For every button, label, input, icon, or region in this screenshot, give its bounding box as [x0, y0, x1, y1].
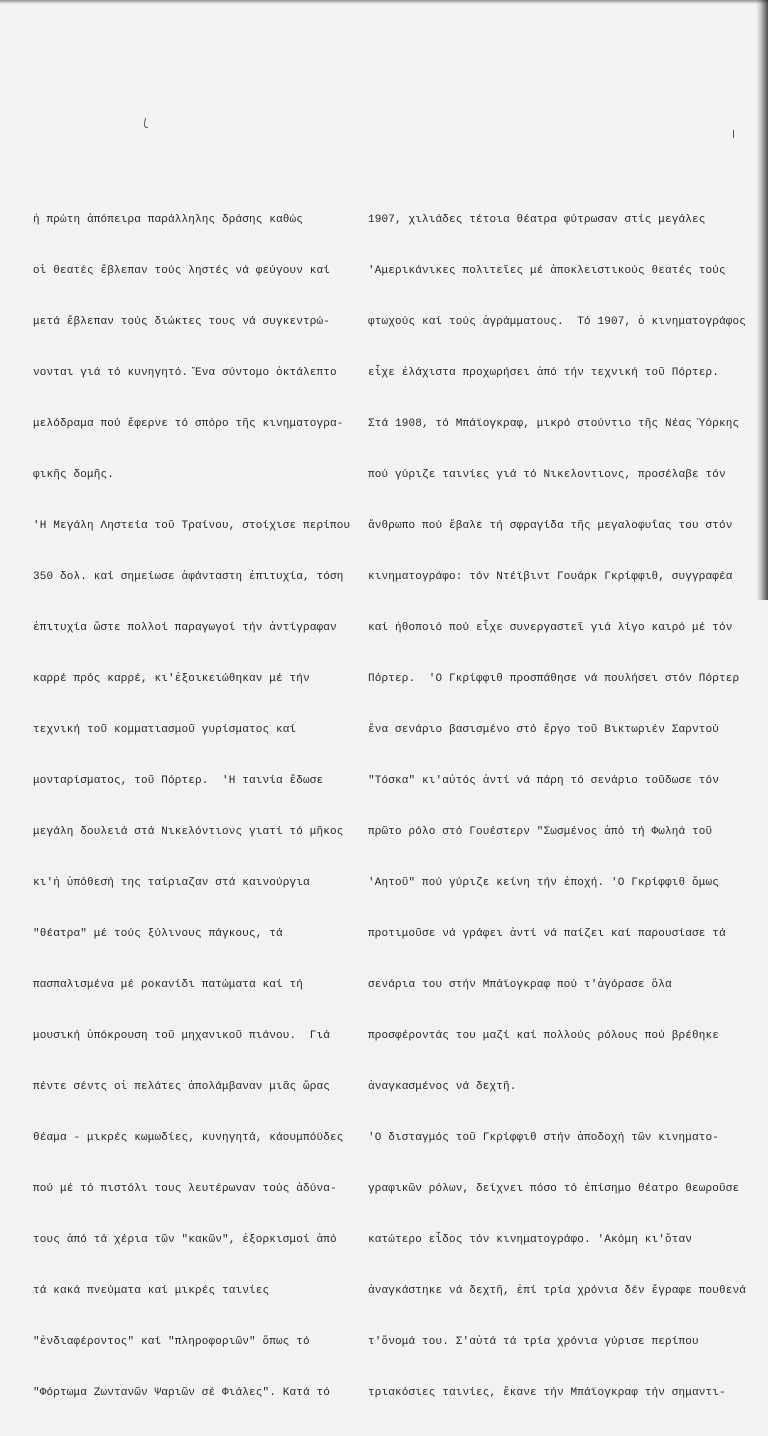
text-line: 'Η Μεγάλη Ληστεία τοῦ Τραίνου, στοίχισε περίπου	[33, 520, 351, 532]
text-line: φτωχούς καί τούς ἀγράμματους. Τό 1907, ὁ κινηματογράφος	[368, 316, 747, 328]
text-line: νονται γιά τό κυνηγητό. Ἕνα σύντομο ὀκτάλεπτο	[33, 367, 337, 379]
text-line: πρῶτο ρόλο στό Γουέστερν "Σωσμένος ἀπό τή Φωληά τοῦ	[368, 826, 713, 838]
text-line: καρρέ πρός καρρέ, κι'ἐξοικειώθηκαν μέ τήν	[33, 673, 310, 685]
text-line: τ'ὄνομά του. Σ'αὐτά τά τρία χρόνια γύρισε περίπου	[368, 1336, 699, 1348]
text-line: ἡ πρώτη ἀπόπειρα παράλληλης δράσης καθώς	[33, 214, 304, 226]
text-line: 'Αητοῦ" πού γύριζε κείνη τήν ἐποχή. 'Ο Γκρίφφιθ ὅμως	[368, 877, 720, 889]
text-line: φικῆς δομῆς.	[33, 469, 115, 481]
left-text-column	[33, 178, 351, 1436]
text-line: πού γύριζε ταινίες γιά τό Νικελοντιονς, προσέλαβε τόν	[368, 469, 726, 481]
text-line: 'Ο δισταγμός τοῦ Γκρίφφιθ στήν ἀποδοχή τῶν κινηματο-	[368, 1132, 720, 1144]
text-line: Στά 1908, τό Μπάϊογκραφ, μικρό στούντιο τῆς Νέας Ὑόρκης	[368, 418, 740, 430]
text-line: ἕνα σενάριο βασισμένο στό ἔργο τοῦ Βικτωριέν Σαρντού	[368, 724, 720, 736]
text-line: θέαμα - μικρές κωμωδίες, κυνηγητά, κάουμπόϋδες	[33, 1132, 344, 1144]
text-line: "Τόσκα" κι'αὐτός ἀντί νά πάρη τό σενάριο τοῦδωσε τόν	[368, 775, 720, 787]
text-line: προσφέροντάς του μαζί καί πολλούς ρόλους πού βρέθηκε	[368, 1030, 720, 1042]
text-line: πού μέ τό πιστόλι τους λευτέρωναν τούς ἀδύνα-	[33, 1183, 337, 1195]
text-line: καί ἠθοποιό πού εἶχε συνεργαστεῖ γιά λίγο καιρό μέ τόν	[368, 622, 733, 634]
text-line: μουσική ὑπόκρουση τοῦ μηχανικοῦ πιάνου. Γιά	[33, 1030, 331, 1042]
text-line: "θέατρα" μέ τούς ξύλινους πάγκους, τά	[33, 928, 283, 940]
text-line: 'Αμερικάνικες πολιτεῖες μέ ἀποκλειστικούς θεατές τούς	[368, 265, 726, 277]
text-line: Πόρτερ. 'Ο Γκρίφφιθ προσπάθησε νά πουλήσει στόν Πόρτερ	[368, 673, 740, 685]
text-line: "ἐνδιαφέροντος" καί "πληροφοριῶν" ὅπως τό	[33, 1336, 310, 1348]
text-line: εἶχε ἐλάχιστα προχωρήσει ἀπό τήν τεχνική τοῦ Πόρτερ.	[368, 367, 720, 379]
text-line: κι'ἡ ὑπόθεσή της ταίριαζαν στά καινούργια	[33, 877, 310, 889]
text-line: ἀναγκασμένος νά δεχτῆ.	[368, 1081, 517, 1093]
text-line: κατώτερο εἶδος τόν κινηματογράφο. 'Ακόμη κι'ὅταν	[368, 1234, 693, 1246]
text-line: σενάρια του στήν Μπάϊογκραφ πού τ'ἀγόρασε ὅλα	[368, 979, 672, 991]
text-line: "Φόρτωμα Ζωντανῶν Ψαριῶν σέ Φιάλες". Κατά τό	[33, 1387, 331, 1399]
text-line: οἱ θεατές ἔβλεπαν τούς ληστές νά φεύγουν καί	[33, 265, 331, 277]
text-line: μετά ἔβλεπαν τούς διώκτες τους νά συγκεντρώ-	[33, 316, 331, 328]
text-line: 1907, χιλιάδες τέτοια θέατρα φύτρωσαν στίς μεγάλες	[368, 214, 706, 226]
text-line: τά κακά πνεύματα καί μικρές ταινίες	[33, 1285, 270, 1297]
text-line: μεγάλη δουλειά στά Νικελόντιονς γιατί τό μῆκος	[33, 826, 344, 838]
right-text-column	[368, 178, 753, 1436]
scan-right-shadow	[756, 0, 768, 600]
text-line: πασπαλισμένα μέ ροκανίδι πατώματα καί τή	[33, 979, 304, 991]
text-line: γραφικῶν ρόλων, δείχνει πόσο τό ἐπίσημο θέατρο θεωροῦσε	[368, 1183, 740, 1195]
text-line: ἄνθρωπο πού ἔβαλε τή σφραγίδα τῆς μεγαλοφυΐας του στόν	[368, 520, 733, 532]
text-line: πέντε σέντς οἱ πελάτες ἀπολάμβαναν μιᾶς ὥρας	[33, 1081, 331, 1093]
text-line: μελόδραμα πού ἔφερνε τό σπόρο τῆς κινηματογρα-	[33, 418, 344, 430]
text-line: τεχνική τοῦ κομματιασμοῦ γυρίσματος καί	[33, 724, 297, 736]
scan-mark	[143, 118, 150, 129]
scan-mark	[733, 130, 734, 138]
text-line: ἐπιτυχία ὥστε πολλοί παραγωγοί τήν ἀντίγραφαν	[33, 622, 337, 634]
scan-top-shadow	[0, 0, 768, 4]
text-line: τους ἀπό τά χέρια τῶν "κακῶν", ἐξορκισμοί ἀπό	[33, 1234, 337, 1246]
text-line: τριακόσιες ταινίες, ἔκανε τήν Μπάϊογκραφ τήν σημαντι-	[368, 1387, 726, 1399]
text-line: 350 δολ. καί σημείωσε ἀφάνταστη ἐπιτυχία, τόση	[33, 571, 344, 583]
text-line: κινηματογράφο: τόν Ντέϊβιντ Γουάρκ Γκρίφφιθ, συγγραφέα	[368, 571, 733, 583]
text-line: προτιμοῦσε νά γράφει ἀντί νά παίζει καί παρουσίασε τά	[368, 928, 726, 940]
text-line: μονταρίσματος, τοῦ Πόρτερ. 'Η ταινία ἔδωσε	[33, 775, 324, 787]
text-line: ἀναγκάστηκε νά δεχτῆ, ἐπί τρία χρόνια δέν ἔγραφε πουθενά	[368, 1285, 747, 1297]
